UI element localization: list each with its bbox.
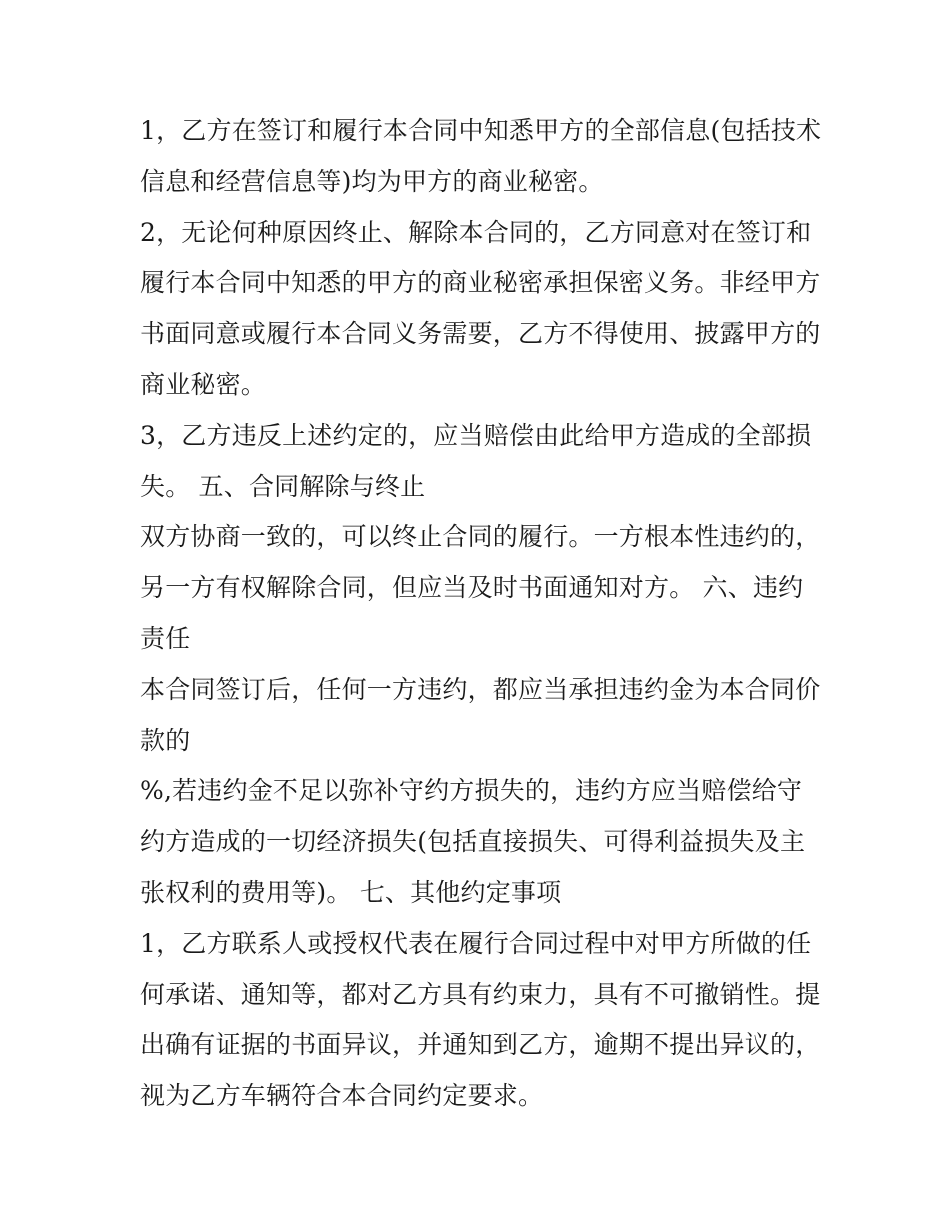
- text-line: 商业秘密。: [140, 369, 267, 399]
- text-line: 1，乙方联系人或授权代表在履行合同过程中对甲方所做的任: [140, 928, 812, 958]
- text-line: 张权利的费用等)。 七、其他约定事项: [140, 877, 562, 907]
- text-line: 失。 五、合同解除与终止: [140, 471, 426, 501]
- text-line: 视为乙方车辆符合本合同约定要求。: [140, 1081, 544, 1111]
- document-body: [140, 106, 820, 1122]
- text-line: 款的: [140, 725, 191, 755]
- text-line: 出确有证据的书面异议，并通知到乙方，逾期不提出异议的，: [140, 1030, 821, 1060]
- text-line: 履行本合同中知悉的甲方的商业秘密承担保密义务。非经甲方: [140, 268, 821, 298]
- text-line: 书面同意或履行本合同义务需要，乙方不得使用、披露甲方的: [140, 319, 821, 349]
- text-line: 2，无论何种原因终止、解除本合同的，乙方同意对在签订和: [140, 217, 812, 247]
- text-line: 3，乙方违反上述约定的，应当赔偿由此给甲方造成的全部损: [140, 420, 812, 450]
- text-line: 另一方有权解除合同，但应当及时书面通知对方。 六、违约: [140, 573, 804, 603]
- text-line: 何承诺、通知等，都对乙方具有约束力，具有不可撤销性。提: [140, 979, 821, 1009]
- text-line: 双方协商一致的，可以终止合同的履行。一方根本性违约的，: [140, 522, 821, 552]
- text-line: 信息和经营信息等)均为甲方的商业秘密。: [140, 166, 604, 196]
- text-line: 本合同签订后，任何一方违约，都应当承担违约金为本合同价: [140, 674, 821, 704]
- text-line: 责任: [140, 623, 191, 653]
- text-line: %,若违约金不足以弥补守约方损失的，违约方应当赔偿给守: [140, 776, 803, 806]
- text-line: 1，乙方在签订和履行本合同中知悉甲方的全部信息(包括技术: [140, 116, 822, 145]
- text-line: 约方造成的一切经济损失(包括直接损失、可得利益损失及主: [140, 827, 806, 857]
